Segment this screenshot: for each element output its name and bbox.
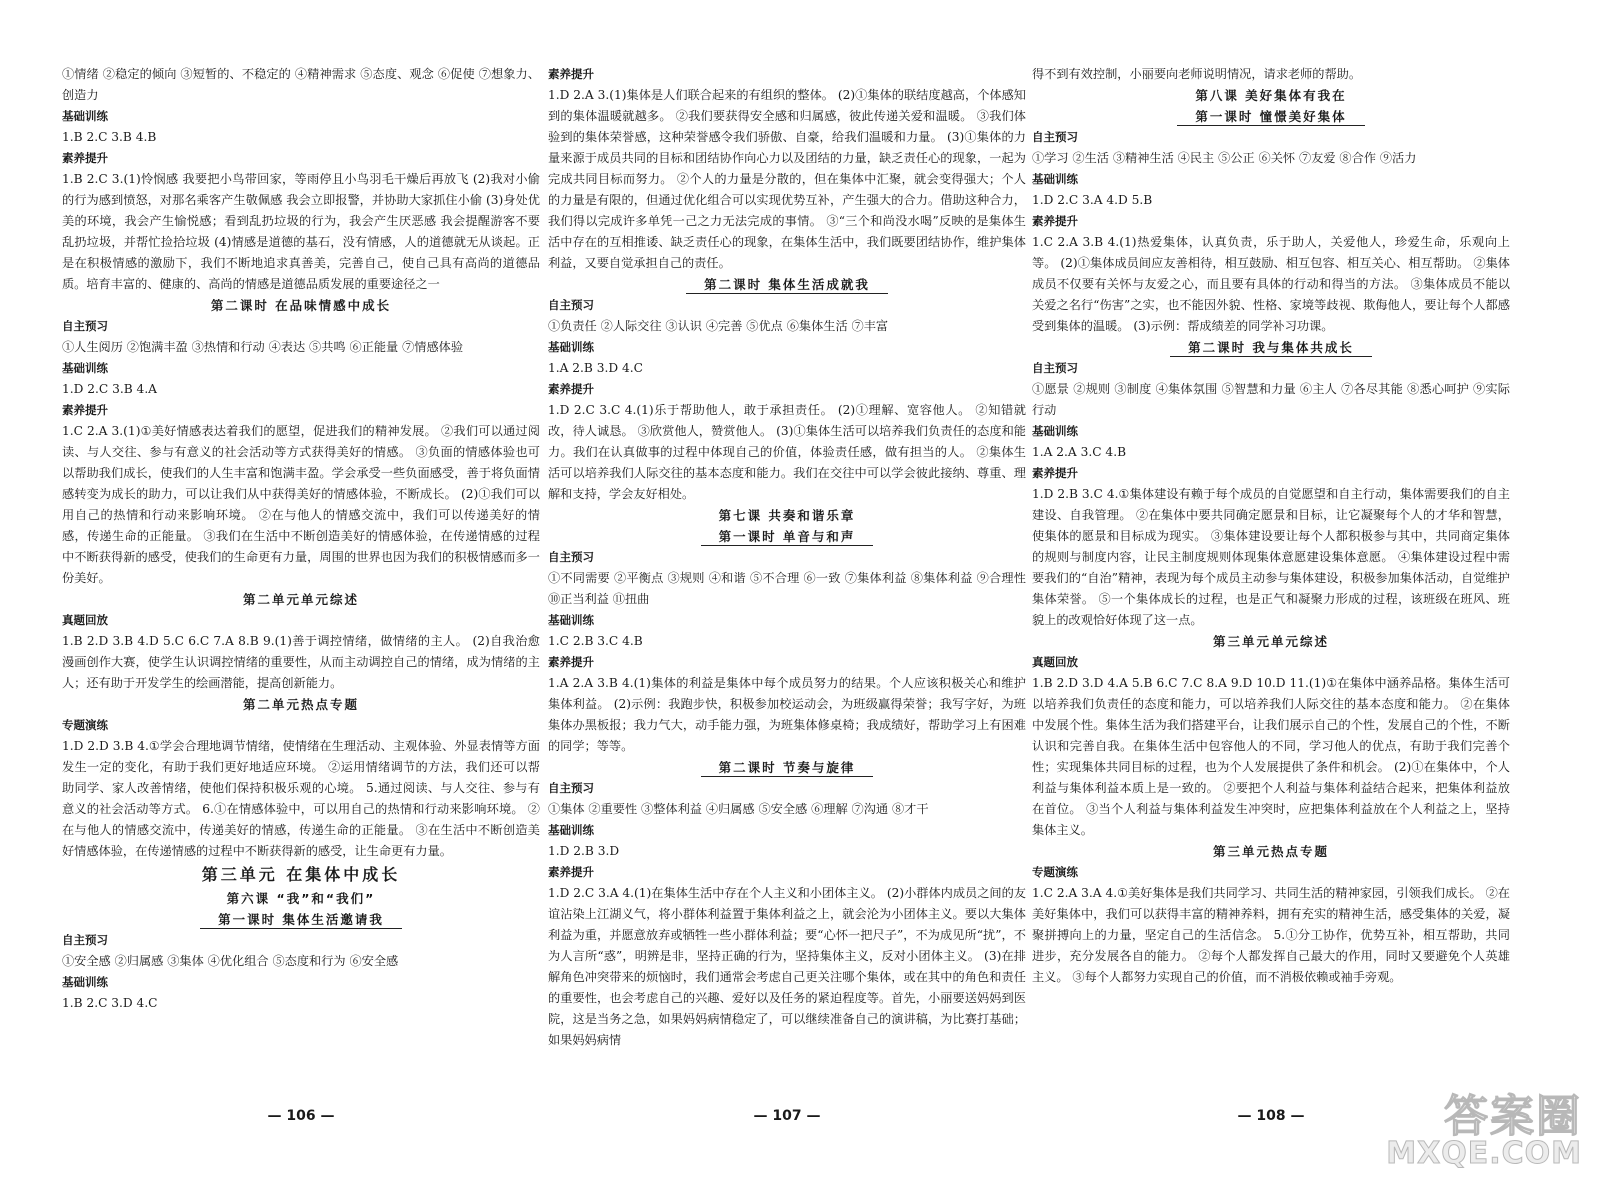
answer-text: 1.A 2.A 3.B 4.(1)集体的利益是集体中每个成员努力的结果。个人应该积极关心和维护集体利益。 (2)示例：我跑步快，积极参加校运动会，为班级赢得荣誉；我写字好，为班集体办黑板报；我力气大，动手能力强，为班集体修桌椅；我成绩好，帮助学习上有困难的同学；等等。 — [548, 676, 1026, 753]
answer-text: 1.D 2.B 3.C 4.①集体建设有赖于每个成员的自觉愿望和自主行动，集体需要我们的自主建设、自我管理。 ②在集体中要共同确定愿景和目标，让它凝聚每个人的才华和智慧，使集体的愿景和目标成为现实。 ③集体建设要让每个人都积极参与其中，共同商定集体的规则与制度内容，让民主制度规则体现集体意愿建设集体意愿。 ④集体建设过程中需要我们的“自治”精神，表现为每个成员主动参与集体建设，积极参加集体活动，自觉维护集体荣誉。 ⑤一个集体成长的过程，也是正气和凝聚力形成的过程，该班级在班风、班貌上的改观恰好体现了这一点。 — [1032, 487, 1510, 627]
section-label: 专题演练 — [62, 718, 108, 732]
section-label: 基础训练 — [548, 823, 594, 837]
answer-text: 1.C 2.A 3.B 4.(1)热爱集体，认真负责，乐于助人，关爱他人，珍爱生命，乐观向上等。 (2)①集体成员间应友善相待，相互鼓励、相互包容、相互关心、相互帮助。 ②集体成员不仅要有关怀与友爱之心，而且要有具体的行动和得当的方法。 ③集体成员不能以关爱之名行“伤害”之实，也不能因外貌、性格、家境等歧视、欺侮他人，要让每个人都感受到集体的温暖。 (3)示例：帮成绩差的同学补习功课。 — [1032, 235, 1510, 333]
page-106 — [62, 0, 540, 1177]
section-label: 素养提升 — [548, 67, 594, 81]
page-number: — 106 — — [267, 1108, 335, 1124]
answer-text: ①学习 ②生活 ③精神生活 ④民主 ⑤公正 ⑥关怀 ⑦友爱 ⑧合作 ⑨活力 — [1032, 151, 1417, 165]
answer-text: 1.D 2.C 3.A 4.(1)在集体生活中存在个人主义和小团体主义。 (2)小群体内成员之间的友谊沾染上江湖义气，将小群体利益置于集体利益之上，就会沦为小团体主义。要以大集体利益为重，并愿意放弃或牺牲一些小群体利益；要“心怀一把尺子”，不为成见所“扰”，不为人言所“惑”，明辨是非，坚持正确的行为，坚持集体主义，反对小团体主义。 (3)在排解角色冲突带来的烦恼时，我们通常会考虑自己更关注哪个集体，或在其中的角色和责任的重要性，也会考虑自己的兴趣、爱好以及任务的紧迫程度等。首先，小丽要送妈妈到医院，这是当务之急，如果妈妈病情稳定了，可以继续准备自己的演讲稿，为比赛打基础；如果妈妈病情 — [548, 886, 1026, 1047]
lesson-title — [1032, 337, 1510, 358]
section-label: 素养提升 — [62, 403, 108, 417]
answer-text: ①安全感 ②归属感 ③集体 ④优化组合 ⑤态度和行为 ⑥安全感 — [62, 954, 399, 968]
lesson-title-text: 第二课时 在品味情感中成长 — [210, 298, 392, 313]
answer-text: 1.D 2.C 3.A 4.D 5.B — [1032, 193, 1153, 207]
answer-text: ①人生阅历 ②饱满丰盈 ③热情和行动 ④表达 ⑤共鸣 ⑥正能量 ⑦情感体验 — [62, 340, 464, 354]
answer-text: 1.D 2.A 3.(1)集体是人们联合起来的有组织的整体。 (2)①集体的联结度越高，个体感知到的集体温暖就越多。 ②我们要获得安全感和归属感，彼此传递关爱和温暖。 ③我们体验到的集体荣誉感，这种荣誉感令我们骄傲、自豪，给我们温暖和力量。 (3)①集体的力量来源于成员共同的目标和团结协作向心力以及团结的力量，缺乏责任心的现象，一起为完成共同目标而努力。 ②个人的力量是分散的，但在集体中汇聚，就会变得强大；个人的力量是有限的，但通过优化组合可以实现优势互补，产生强大的合力。借助这种合力，我们得以完成许多单凭一己之力无法完成的事情。 ③“三个和尚没水喝”反映的是集体生活中存在的互相推诿、缺乏责任心的现象，在集体生活中，我们既要团结协作，维护集体利益，又要自觉承担自己的责任。 — [548, 88, 1026, 270]
lesson-title-text: 第二单元单元综述 — [242, 592, 359, 607]
lesson-title — [1032, 841, 1510, 862]
page-number: — 108 — — [1237, 1108, 1305, 1124]
section-label: 真题回放 — [62, 613, 108, 627]
watermark-logo — [1386, 1091, 1582, 1171]
section-label: 基础训练 — [62, 109, 108, 123]
section-label: 自主预习 — [548, 298, 594, 312]
lesson-title — [548, 526, 1026, 547]
answer-text: 1.D 2.D 3.B 4.①学会合理地调节情绪，使情绪在生理活动、主观体验、外显表情等方面发生一定的变化，有助于我们更好地适应环境。 ②运用情绪调节的方法，我们还可以帮助同学、家人改善情绪，使他们保持积极乐观的心境。 5.通过阅读、与人交往、参与有意义的社会活动等方式。 6.①在情感体验中，可以用自己的热情和行动来影响环境。 ②在与他人的情感交流中，传递美好的情感，传递生命的正能量。 ③在生活中不断创造美好情感体验，在传递情感的过程中不断获得新的感受，让生命更有力量。 — [62, 739, 540, 858]
answer-text: 1.D 2.C 3.C 4.(1)乐于帮助他人，敢于承担责任。 (2)①理解、宽容他人。 ②知错就改，待人诚恳。 ③欣赏他人，赞赏他人。 (3)①集体生活可以培养我们负责任的态度和能力。我们在认真做事的过程中体现自己的价值，体验责任感，做有担当的人。 ②集体生活可以培养我们人际交往的基本态度和能力。我们在交往中可以学会彼此接纳、尊重、理解和支持，学会友好相处。 — [548, 403, 1026, 501]
watermark-bottom: MXQE.COM — [1386, 1136, 1582, 1171]
section-label: 自主预习 — [62, 933, 108, 947]
answer-text: 得不到有效控制，小丽要向老师说明情况，请求老师的帮助。 — [1032, 67, 1362, 81]
lesson-title-text: 第一课时 憧憬美好集体 — [1177, 109, 1364, 126]
lesson-title — [62, 909, 540, 930]
section-label: 素养提升 — [548, 382, 594, 396]
page-108-content — [1032, 64, 1510, 988]
lesson-title-text: 第三单元 在集体中成长 — [201, 865, 401, 884]
page-107-content — [548, 64, 1026, 1051]
answer-text: ①负责任 ②人际交往 ③认识 ④完善 ⑤优点 ⑥集体生活 ⑦丰富 — [548, 319, 889, 333]
lesson-title-text: 第二单元热点专题 — [242, 697, 359, 712]
section-label: 素养提升 — [548, 655, 594, 669]
lesson-title-text: 第一课时 单音与和声 — [701, 529, 874, 546]
answer-text: 1.B 2.D 3.D 4.A 5.B 6.C 7.C 8.A 9.D 10.D 11.(1)①在集体中涵养品格。集体生活可以培养我们负责任的态度和能力，可以培养我们人际交往的基本态度和能力。 ②在集体中发展个性。集体生活为我们搭建平台，让我们展示自己的个性，发展自己的个性，不断认识和完善自我。在集体生活中包容他人的不同，学习他人的优点，有助于我们完善个性；实现集体共同目标的过程，也为个人发展提供了条件和机会。 (2)①在集体中，个人利益与集体利益本质上是一致的。 ②要把个人利益与集体利益结合起来，把集体利益放在首位。 ③当个人利益与集体利益发生冲突时，应把集体利益放在个人利益之上，坚持集体主义。 — [1032, 676, 1510, 837]
lesson-title — [62, 888, 540, 909]
section-label: 基础训练 — [1032, 172, 1078, 186]
section-label: 基础训练 — [62, 975, 108, 989]
section-label: 真题回放 — [1032, 655, 1078, 669]
section-label: 自主预习 — [1032, 361, 1078, 375]
section-label: 素养提升 — [62, 151, 108, 165]
lesson-title-text: 第七课 共奏和谐乐章 — [718, 508, 856, 523]
watermark-top: 答案圈 — [1444, 1091, 1582, 1142]
lesson-title — [62, 295, 540, 316]
answer-text: 1.B 2.D 3.B 4.D 5.C 6.C 7.A 8.B 9.(1)善于调控情绪，做情绪的主人。 (2)自我治愈漫画创作大赛，使学生认识调控情绪的重要性，从而主动调控自己的情绪，成为情绪的主人；还有助于开发学生的绘画潜能，提高创新能力。 — [62, 634, 540, 690]
section-label: 素养提升 — [1032, 214, 1078, 228]
lesson-title-text: 第八课 美好集体有我在 — [1195, 88, 1347, 103]
lesson-title-text: 第二课时 我与集体共成长 — [1170, 340, 1372, 357]
section-label: 自主预习 — [62, 319, 108, 333]
answer-text: 1.B 2.C 3.(1)怜悯感 我要把小鸟带回家，等雨停且小鸟羽毛干燥后再放飞 (2)我对小偷的行为感到愤怒，对那名乘客产生敬佩感 我会立即报警，并协助大家抓住小偷 (3)身处优美的环境，我会产生愉悦感；看到乱扔垃圾的行为，我会产生厌恶感 我会提醒游客不要乱扔垃圾，并帮忙捡拾垃圾 (4)情感是道德的基石，没有情感，人的道德就无从谈起。正是在积极情感的激励下，我们不断地追求真善美，完善自己，使自己具有高尚的道德品质。培育丰富的、健康的、高尚的情感是道德品质发展的重要途径之一 — [62, 172, 540, 291]
answer-text: 1.A 2.A 3.C 4.B — [1032, 445, 1127, 459]
page-number: — 107 — — [753, 1108, 821, 1124]
lesson-title — [1032, 85, 1510, 106]
section-label: 自主预习 — [548, 781, 594, 795]
section-label: 素养提升 — [1032, 466, 1078, 480]
section-label: 自主预习 — [1032, 130, 1078, 144]
answer-text: ①不同需要 ②平衡点 ③规则 ④和谐 ⑤不合理 ⑥一致 ⑦集体利益 ⑧集体利益 ⑨合理性 ⑩正当利益 ⑪扭曲 — [548, 571, 1026, 606]
section-label: 基础训练 — [62, 361, 108, 375]
page-108 — [1032, 0, 1510, 1177]
answer-text: 1.D 2.C 3.B 4.A — [62, 382, 157, 396]
answer-text: 1.C 2.B 3.C 4.B — [548, 634, 643, 648]
lesson-title — [62, 862, 540, 888]
answer-text: 1.D 2.B 3.D — [548, 844, 620, 858]
page-107 — [548, 0, 1026, 1177]
section-label: 素养提升 — [548, 865, 594, 879]
lesson-title-text: 第六课 “我”和“我们” — [226, 891, 376, 906]
answer-text: 1.C 2.A 3.(1)①美好情感表达着我们的愿望，促进我们的精神发展。 ②我们可以通过阅读、与人交往、参与有意义的社会活动等方式获得美好的情感。 ③负面的情感体验也可以帮助我们成长，使我们的人生丰富和饱满丰盈。学会承受一些负面感受，善于将负面情感转变为成长的助力，可以让我们从中获得美好的情感体验，不断成长。 (2)①我们可以用自己的热情和行动来影响环境。 ②在与他人的情感交流中，我们可以传递美好的情感，传递生命的正能量。 ③我们在生活中不断创造美好的情感体验，在传递情感的过程中不断获得新的感受，使我们的生命更有力量，周围的世界也因为我们的积极情感而多一份美好。 — [62, 424, 540, 585]
lesson-title — [548, 757, 1026, 778]
section-label: 专题演练 — [1032, 865, 1078, 879]
lesson-title-text: 第三单元单元综述 — [1212, 634, 1329, 649]
lesson-title — [62, 694, 540, 715]
lesson-title — [548, 505, 1026, 526]
section-label: 自主预习 — [548, 550, 594, 564]
lesson-title — [1032, 106, 1510, 127]
lesson-title-text: 第二课时 节奏与旋律 — [701, 760, 874, 777]
answer-text: 1.B 2.C 3.B 4.B — [62, 130, 157, 144]
lesson-title — [548, 274, 1026, 295]
page-106-content — [62, 64, 540, 1014]
answer-text: ①集体 ②重要性 ③整体利益 ④归属感 ⑤安全感 ⑥理解 ⑦沟通 ⑧才干 — [548, 802, 929, 816]
lesson-title-text: 第一课时 集体生活邀请我 — [200, 912, 402, 929]
section-label: 基础训练 — [1032, 424, 1078, 438]
section-label: 基础训练 — [548, 340, 594, 354]
section-label: 基础训练 — [548, 613, 594, 627]
answer-text: ①情绪 ②稳定的倾向 ③短暂的、不稳定的 ④精神需求 ⑤态度、观念 ⑥促使 ⑦想象力、创造力 — [62, 67, 540, 102]
lesson-title — [62, 589, 540, 610]
answer-text: 1.A 2.B 3.D 4.C — [548, 361, 643, 375]
lesson-title-text: 第二课时 集体生活成就我 — [686, 277, 888, 294]
answer-text: 1.C 2.A 3.A 4.①美好集体是我们共同学习、共同生活的精神家园，引领我们成长。 ②在美好集体中，我们可以获得丰富的精神养料，拥有充实的精神生活，感受集体的关爱，凝聚拼搏向上的力量，坚定自己的生活信念。 5.①分工协作，优势互补，相互帮助，共同进步，充分发展各自的能力。 ②每个人都发挥自己最大的作用，同时又要避免个人英雄主义。 ③每个人都努力实现自己的价值，而不消极依赖或袖手旁观。 — [1032, 886, 1510, 984]
lesson-title-text: 第三单元热点专题 — [1212, 844, 1329, 859]
lesson-title — [1032, 631, 1510, 652]
answer-text: 1.B 2.C 3.D 4.C — [62, 996, 158, 1010]
answer-text: ①愿景 ②规则 ③制度 ④集体氛围 ⑤智慧和力量 ⑥主人 ⑦各尽其能 ⑧悉心呵护 ⑨实际行动 — [1032, 382, 1510, 417]
